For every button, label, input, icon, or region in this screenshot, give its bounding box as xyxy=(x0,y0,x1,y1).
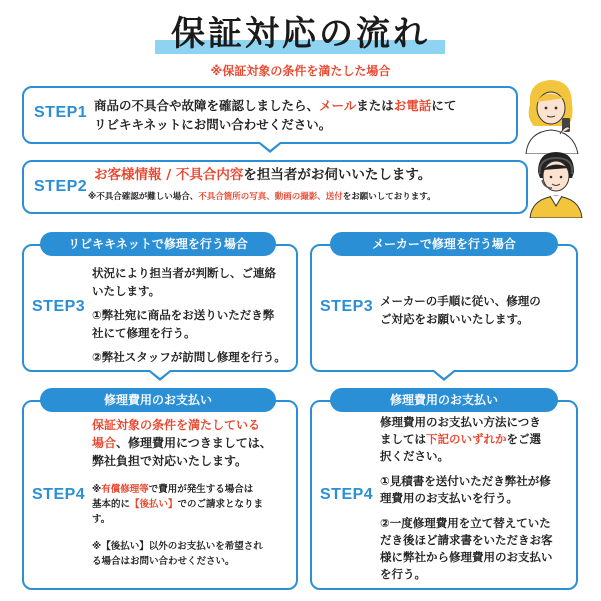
step3-left-label: STEP3 xyxy=(32,298,86,315)
step3-right-text: メーカーの手順に従い、修理の ご対応をお願いいたします。 xyxy=(380,294,541,326)
step3-left-arrow-inner xyxy=(150,370,170,378)
step2-label: STEP2 xyxy=(34,178,88,195)
step1-arrow-inner xyxy=(260,142,280,150)
woman-with-phone-icon xyxy=(516,74,588,154)
step3-right-arrow-inner xyxy=(434,370,454,378)
subtitle: ※保証対象の条件を満たした場合 xyxy=(210,64,391,78)
step2-main: お客様情報 / 不具合内容を担当者がお伺いいたします。 xyxy=(94,167,432,183)
step1-label: STEP1 xyxy=(34,104,88,121)
step4-left-notes: ※有償修理等で費用が発生する場合は 基本的に【後払い】でのご請求となりま す。 ※【後払い】以外のお支払いを希望され る場合はお問い合わせください。 xyxy=(92,484,264,567)
step1-line1: 商品の不具合や故障を確認しましたら、メールまたはお電話にて xyxy=(94,98,457,113)
right-payment-header: 修理費用のお支払い xyxy=(330,388,558,412)
step1-line2: リビキキネットにお問い合わせください。 xyxy=(94,117,332,132)
page-title: 保証対応の流れ xyxy=(171,14,430,54)
title-area xyxy=(0,6,601,55)
left-path-header: リビキキネットで修理を行う場合 xyxy=(40,232,276,256)
step4-left-main: 保証対象の条件を満たしている 場合、修理費用につきましては、 弊社負担で対応いたします。 xyxy=(92,418,272,468)
step3-right-label: STEP3 xyxy=(320,298,374,315)
step1-text xyxy=(94,96,514,134)
step4-right-text: 修理費用のお支払い方法につき ましては下記のいずれかをご選 択ください。 ①見積書を送付いただき弊社が修 理費用のお支払いを行う。 ②一度修理費用を立て替えていた だき後ほど請求書をいただきお客 様に弊社から修理費用のお支払い を行う。 xyxy=(380,415,553,581)
step2-note: ※不具合確認が難しい場合、不具合箇所の写真、動画の撮影、送付をお願いしております。 xyxy=(88,192,436,202)
step3-left-text: 状況により担当者が判断し、ご連絡 いたします。 ①弊社宛に商品をお送りいただき弊 社にて修理を行う。 ②弊社スタッフが訪問し修理を行う。 xyxy=(92,266,286,364)
right-path-header: メーカーで修理を行う場合 xyxy=(330,232,558,256)
left-payment-header: 修理費用のお支払い xyxy=(40,388,276,412)
operator-with-headset-icon xyxy=(524,146,588,218)
step4-left-label: STEP4 xyxy=(32,486,86,503)
step4-right-label: STEP4 xyxy=(320,486,374,503)
